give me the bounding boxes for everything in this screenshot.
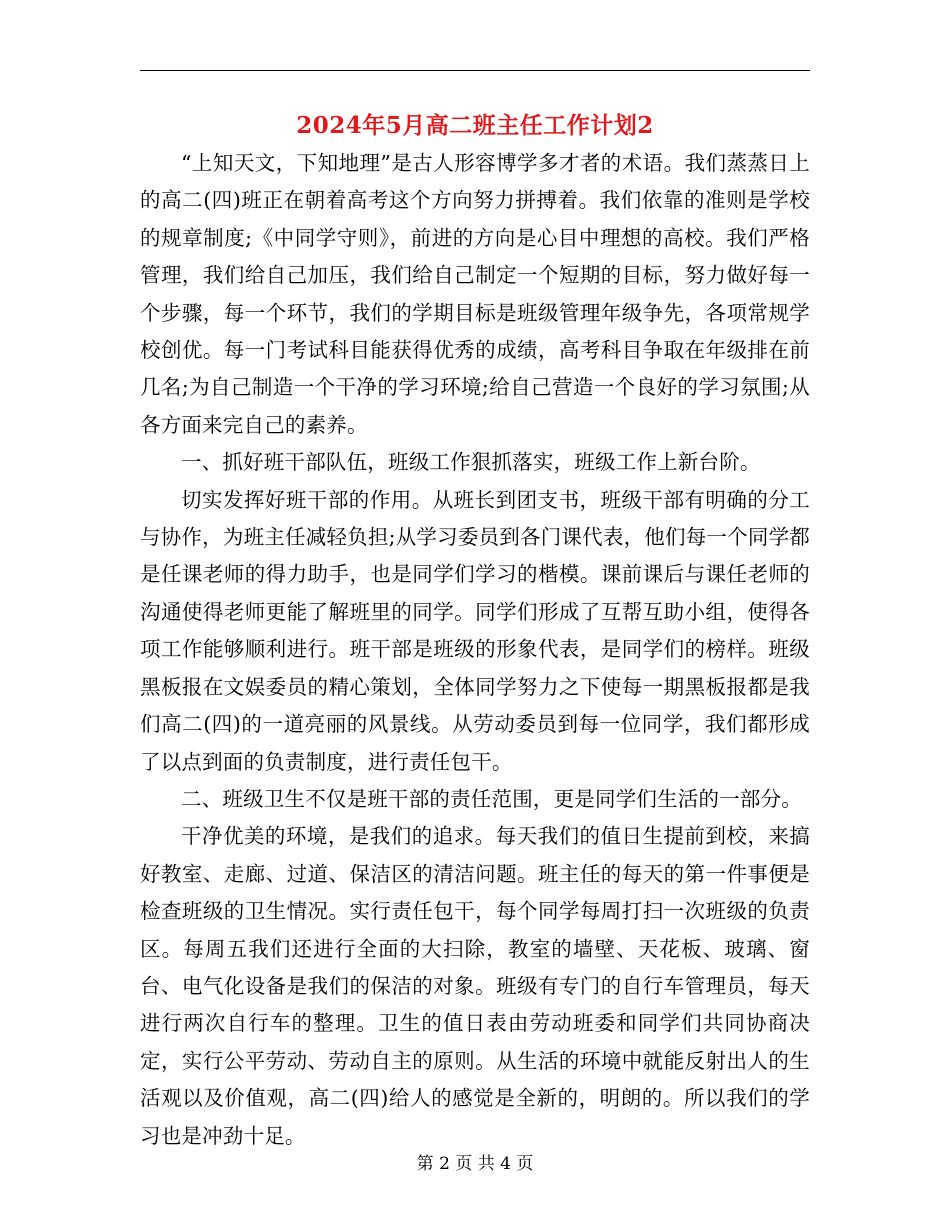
paragraph-class-cadres: 切实发挥好班干部的作用。从班长到团支书，班级干部有明确的分工与协作，为班主任减轻负担;从学习委员到各门课代表，他们每一个同学都是任课老师的得力助手，也是同学们学习的楷模。课前课后与课任老师的沟通使得老师更能了解班里的同学。同学们形成了互帮互助小组，使得各项工作能够顺利进行。班干部是班级的形象代表，是同学们的榜样。班级黑板报在文娱委员的精心策划，全体同学努力之下使每一期黑板报都是我们高二(四)的一道亮丽的风景线。从劳动委员到每一位同学，我们都形成了以点到面的负责制度，进行责任包干。: [140, 487, 810, 774]
paragraph-heading-two: 二、班级卫生不仅是班干部的责任范围，更是同学们生活的一部分。: [181, 786, 802, 811]
paragraph-intro: “上知天文，下知地理”是古人形容博学多才者的术语。我们蒸蒸日上的高二(四)班正在朝着高考这个方向努力拼搏着。我们依靠的准则是学校的规章制度;《中同学守则》，前进的方向是心目中理想的高校。我们严格管理，我们给自己加压，我们给自己制定一个短期的目标，努力做好每一个步骤，每一个环节，我们的学期目标是班级管理年级争先，各项常规学校创优。每一门考试科目能获得优秀的成绩，高考科目争取在年级排在前几名;为自己制造一个干净的学习环境;给自己营造一个良好的学习氛围;从各方面来完自己的素养。: [140, 151, 810, 437]
document-title: 2024年5月高二班主任工作计划2: [296, 112, 654, 139]
paragraph-heading-one: 一、抓好班干部队伍，班级工作狠抓落实，班级工作上新台阶。: [181, 450, 761, 475]
paragraph-hygiene: 干净优美的环境，是我们的追求。每天我们的值日生提前到校，来搞好教室、走廊、过道、保洁区的清洁问题。班主任的每天的第一件事便是检查班级的卫生情况。实行责任包干，每个同学每周打扫一次班级的负责区。每周五我们还进行全面的大扫除，教室的墙壁、天花板、玻璃、窗台、电气化设备是我们的保洁的对象。班级有专门的自行车管理员，每天进行两次自行车的整理。卫生的值日表由劳动班委和同学们共同协商决定，实行公平劳动、劳动自主的原则。从生活的环境中就能反射出人的生活观以及价值观，高二(四)给人的感觉是全新的，明朗的。所以我们的学习也是冲劲十足。: [140, 824, 810, 1148]
document-body: [140, 145, 810, 1155]
footer-page-number: 2: [439, 1154, 450, 1174]
footer-page-prefix: 第: [416, 1154, 434, 1174]
footer-page-middle: 页 共: [455, 1154, 495, 1174]
footer-page-total: 4: [500, 1154, 511, 1174]
header-rule: [140, 70, 810, 71]
page-footer: [0, 1152, 950, 1176]
footer-page-suffix: 页: [516, 1154, 534, 1174]
